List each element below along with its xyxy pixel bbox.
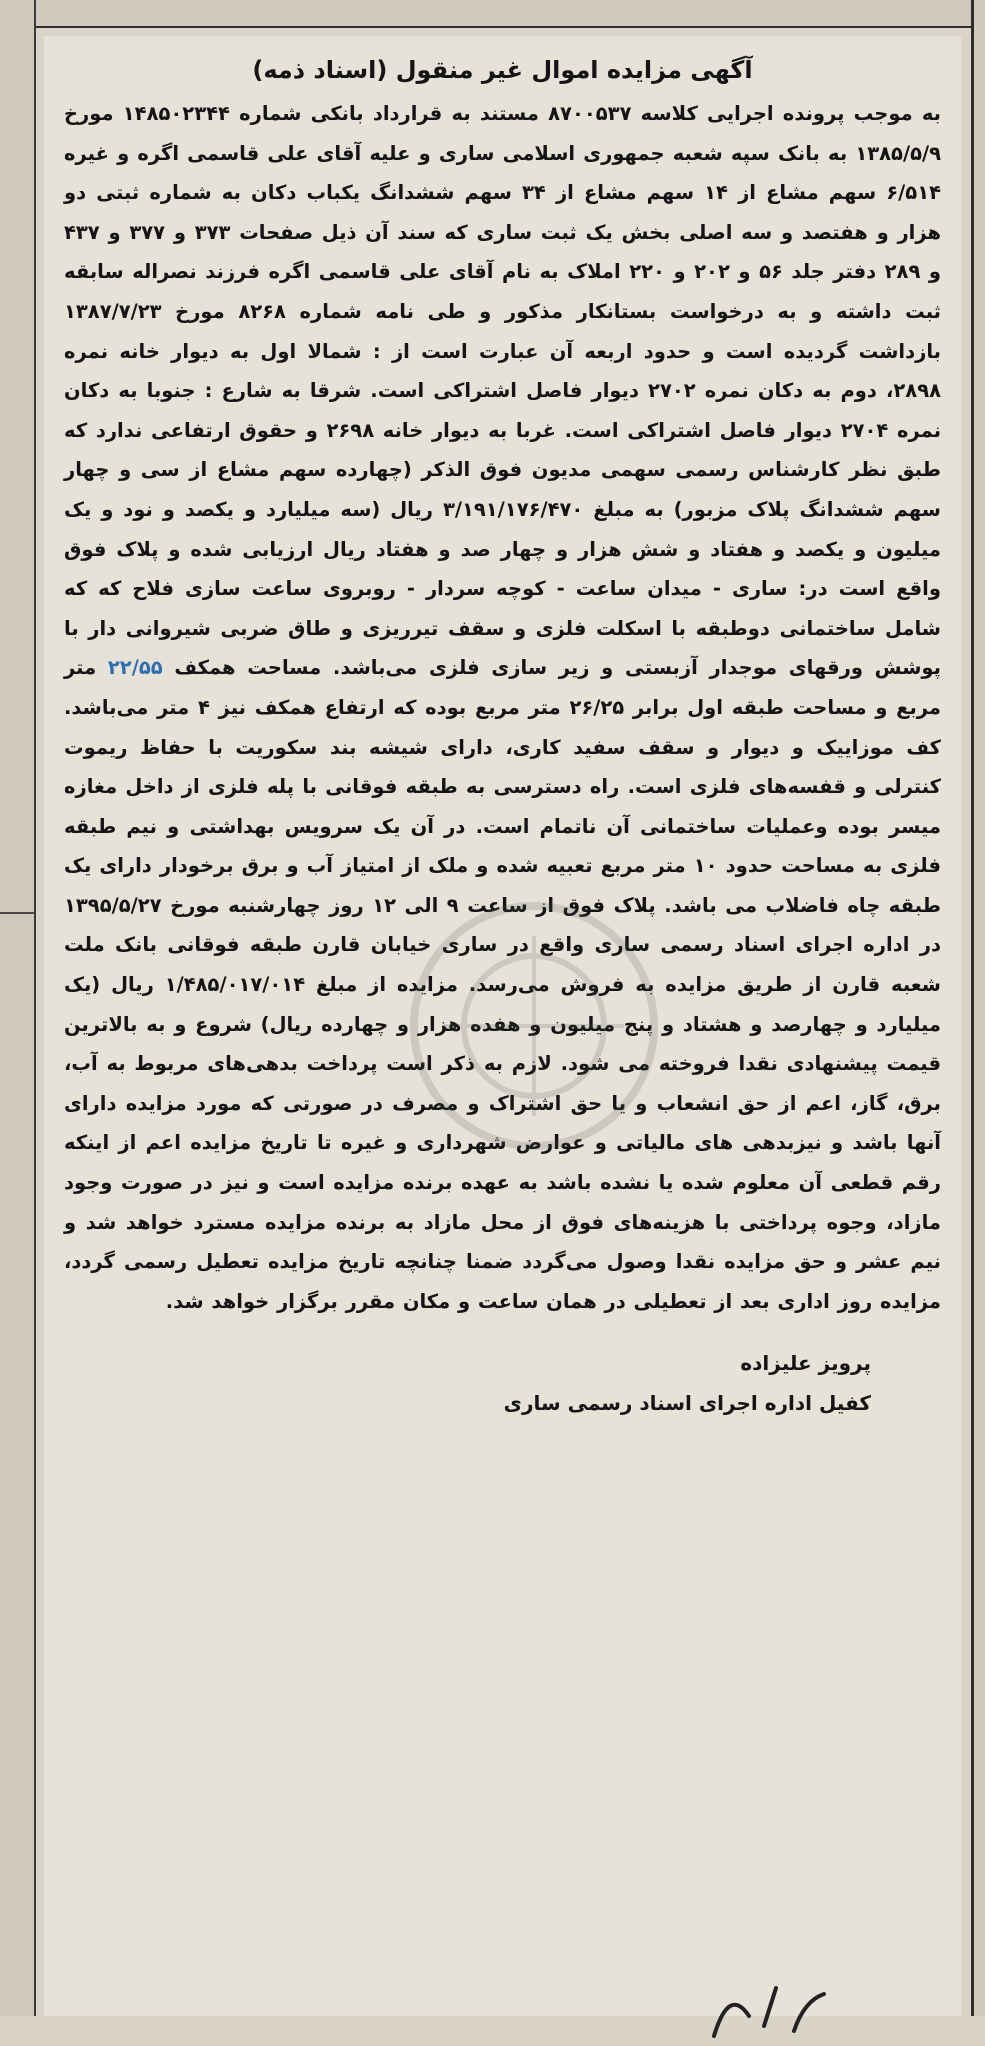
signatory-title: کفیل اداره اجرای اسناد رسمی ساری: [503, 1391, 871, 1416]
right-page-edge: [971, 0, 985, 2016]
auction-notice-clipping: [44, 36, 961, 2016]
handwritten-mark-icon: [694, 1976, 844, 2046]
ground-floor-area: ۲۲/۵۵: [107, 656, 163, 680]
notice-body-part-2: متر مربع و مساحت طبقه اول برابر ۲۶/۲۵ متر مربع بوده که ارتفاع همکف نیز ۴ متر می‌باشد. کف موزاییک و دیوار و سقف سفید کاری، دارای شیشه بند سکوریت با حفاظ ریموت کنترلی و قفسه‌های فلزی است. راه دسترسی به طبقه فوقانی با پله فلزی از داخل مغازه میسر بوده وعملیات ساختمانی آن ناتمام است. در آن یک سرویس بهداشتی و نیم طبقه فلزی به مساحت حدود ۱۰ متر مربع تعبیه شده و ملک از امتیاز آب و برق برخودار دارای یک طبقه چاه فاضلاب می باشد. پلاک فوق از ساعت ۹ الی ۱۲ روز چهارشنبه مورخ ۱۳۹۵/۵/۲۷ در اداره اجرای اسناد رسمی ساری واقع در ساری خیابان قارن طبقه فوقانی بانک ملت شعبه قارن از طریق مزایده به فروش می‌رسد. مزایده از مبلغ ۱/۴۸۵/۰۱۷/۰۱۴ ریال (یک میلیارد و چهارصد و هشتاد و پنج میلیون و هفده هزار و چهارده ریال) شروع و به بالاترین قیمت پیشنهادی نقدا فروخته می شود. لازم به ذکر است پرداخت بدهی‌های مربوط به آب، برق، گاز، اعم از حق انشعاب و یا حق اشتراک و مصرف در صورتی که مورد مزایده دارای آنها باشد و نیزبدهی های مالیاتی و عوارض شهرداری و غیره تا تاریخ مزایده اعم از اینکه رقم قطعی آن معلوم شده یا نشده باشد به عهده برنده مزایده است و نیز در صورت وجود مازاد، وجوه پرداختی با هزینه‌های فوق از محل مازاد به برنده مزایده مسترد خواهد شد و نیم عشر و حق مزایده نقدا وصول می‌گردد ضمنا چنانچه تاریخ مزایده تعطیل رسمی گردد، مزایده روز اداری بعد از تعطیلی در همان ساعت و مکان مقرر برگزار خواهد شد.: [64, 656, 942, 1313]
left-column-divider: [0, 912, 34, 914]
notice-body: [64, 94, 941, 1321]
signatory-name: پرویز علیزاده: [740, 1351, 871, 1376]
notice-title: آگهی مزایده اموال غیر منقول (اسناد ذمه): [252, 56, 753, 84]
left-page-edge: [0, 0, 36, 2016]
notice-body-part-1: به موجب پرونده اجرایی کلاسه ۸۷۰۰۵۳۷ مستند به قرارداد بانکی شماره ۱۴۸۵۰۲۳۴۴ مورخ ۱۳۸۵/۵/۹ به بانک سپه شعبه جمهوری اسلامی ساری و علیه آقای علی قاسمی اگره و غیره ۶/۵۱۴ سهم مشاع از ۱۴ سهم مشاع از ۳۴ سهم ششدانگ یکباب دکان به شماره ثبتی دو هزار و هفتصد و سه اصلی بخش یک ثبت ساری که سند آن ذیل صفحات ۳۷۳ و ۳۷۷ و ۴۳۷ و ۲۸۹ دفتر جلد ۵۶ و ۲۰۲ و ۲۲۰ املاک به نام آقای علی قاسمی اگره فرزند نصراله سابقه ثبت داشته و به درخواست بستانکار مذکور و طی نامه شماره ۸۲۶۸ مورخ ۱۳۸۷/۷/۲۳ بازداشت گردیده است و حدود اربعه آن عبارت است از : شمالا اول به دیوار خانه نمره ۲۸۹۸، دوم به دکان نمره ۲۷۰۲ دیوار فاصل اشتراکی است. شرقا به شارع : جنوبا به دکان نمره ۲۷۰۴ دیوار فاصل اشتراکی است. غربا به دیوار خانه ۲۶۹۸ و حقوق ارتفاعی ندارد که طبق نظر کارشناس رسمی سهمی مدیون فوق الذکر (چهارده سهم مشاع از سی و چهار سهم ششدانگ پلاک مزبور) به مبلغ ۳/۱۹۱/۱۷۶/۴۷۰ ریال (سه میلیارد و یکصد و نود و یک میلیون و یکصد و هفتاد و شش هزار و چهار صد و هفتاد ریال ارزیابی شده و پلاک فوق واقع است در: ساری - میدان ساعت - کوچه سردار - روبروی ساعت سازی فلاح که که شامل ساختمانی دوطبقه با اسکلت فلزی و سقف تیرریزی و طاق ضربی شیروانی دار با پوشش ورقهای موجدار آزبستی و زیر سازی فلزی می‌باشد. مساحت همکف: [64, 102, 942, 680]
signature-block: [64, 1343, 941, 1423]
top-page-edge: [36, 0, 971, 28]
